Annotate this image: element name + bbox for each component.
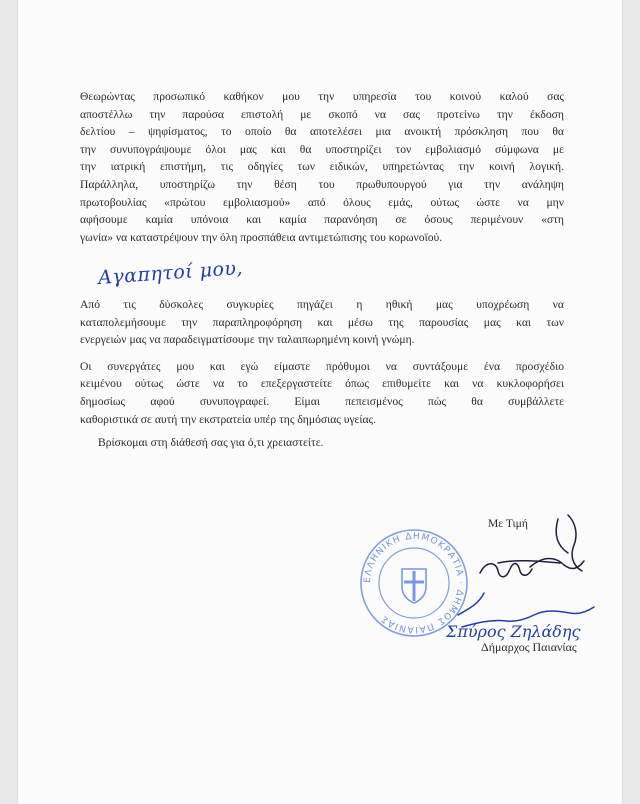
letter-body-2 xyxy=(80,296,564,437)
signatory-role: Δήμαρχος Παιανίας xyxy=(481,640,577,654)
text-line: Οι συνεργάτες μου και εγώ είμαστε πρόθυμοι να συντάξουμε ένα προσχέδιο xyxy=(80,359,564,373)
text-line: πρωτοβουλίας «πρώτου εμβολιασμού» από όλους εμάς, ούτως ώστε να μην xyxy=(80,195,564,209)
handwritten-signature xyxy=(418,505,618,650)
text-line: Από τις δύσκολες συγκυρίες πηγάζει η ηθική μας υποχρέωση να xyxy=(80,298,564,311)
text-line: δελτίου – ψηφίσματος, το οποίο θα αποτελέσει μια ανοικτή πρόσκληση που θα xyxy=(80,125,564,139)
text-line: αποστέλλω την παρούσα επιστολή με σκοπό να σας προτείνω την έκδοση xyxy=(80,107,564,121)
text-line: αφήσουμε καμία υπόνοια και καμία παρανόηση σε όσους περιμένουν «στη xyxy=(80,213,564,227)
paragraph-2 xyxy=(80,296,564,349)
stamp-text: ΕΛΛΗΝΙΚΗ ΔΗΜΟΚΡΑΤΙΑ · ΔΗΜΟΣ ΠΑΙΑΝΙΑΣ xyxy=(362,531,466,635)
text-line: ενεργειών μας να παραδειγματίσουμε την ταλαιπωρημένη κοινή γνώμη. xyxy=(80,333,415,347)
paragraph-3 xyxy=(80,358,564,428)
text-line: γωνία» να καταστρέψουν την όλη προσπάθεια αντιμετώπισης του κορωνοϊού. xyxy=(80,230,443,244)
text-line: κειμένου ούτως ώστε να το επεξεργαστείτε όπως επιθυμείτε και να κυκλοφορήσει xyxy=(80,377,564,391)
text-line: Θεωρώντας προσωπικό καθήκον μου την υπηρεσία του κοινού καλού σας xyxy=(80,90,564,103)
text-line: καταπολεμήσουμε την παραπληροφόρηση και μέσω της παρουσίας μας και των xyxy=(80,315,564,329)
letter-body xyxy=(80,88,564,255)
handwritten-greeting: Αγαπητοί μου, xyxy=(97,256,244,290)
paragraph-1 xyxy=(80,88,564,246)
text-line: δημοσίως αφού συνυπογραφεί. Είμαι πεπεισμένος πώς θα συμβάλλετε xyxy=(80,394,564,408)
text-line: την συνυπογράψουμε όλοι μας και θα υποστηρίζει τον εμβολιασμό σύμφωνα με xyxy=(80,142,564,156)
closing-phrase: Με Τιμή xyxy=(488,517,528,530)
text-line: καθοριστικά σε αυτή την εκστρατεία υπέρ της δημόσιας υγείας. xyxy=(80,412,377,426)
signature-name: Σπύρος Ζηλάδης xyxy=(446,622,581,641)
paragraph-4: Βρίσκομαι στη διάθεσή σας για ό,τι χρειαστείτε. xyxy=(98,436,324,449)
text-line: την ιατρική επιστήμη, τις οδηγίες των ειδικών, υπηρετώντας την κοινή λογική. xyxy=(80,160,564,174)
letter-page xyxy=(18,0,622,804)
text-line: Παράλληλα, υποστηρίζω την θέση του πρωθυπουργού για την ανάληψη xyxy=(80,177,564,191)
